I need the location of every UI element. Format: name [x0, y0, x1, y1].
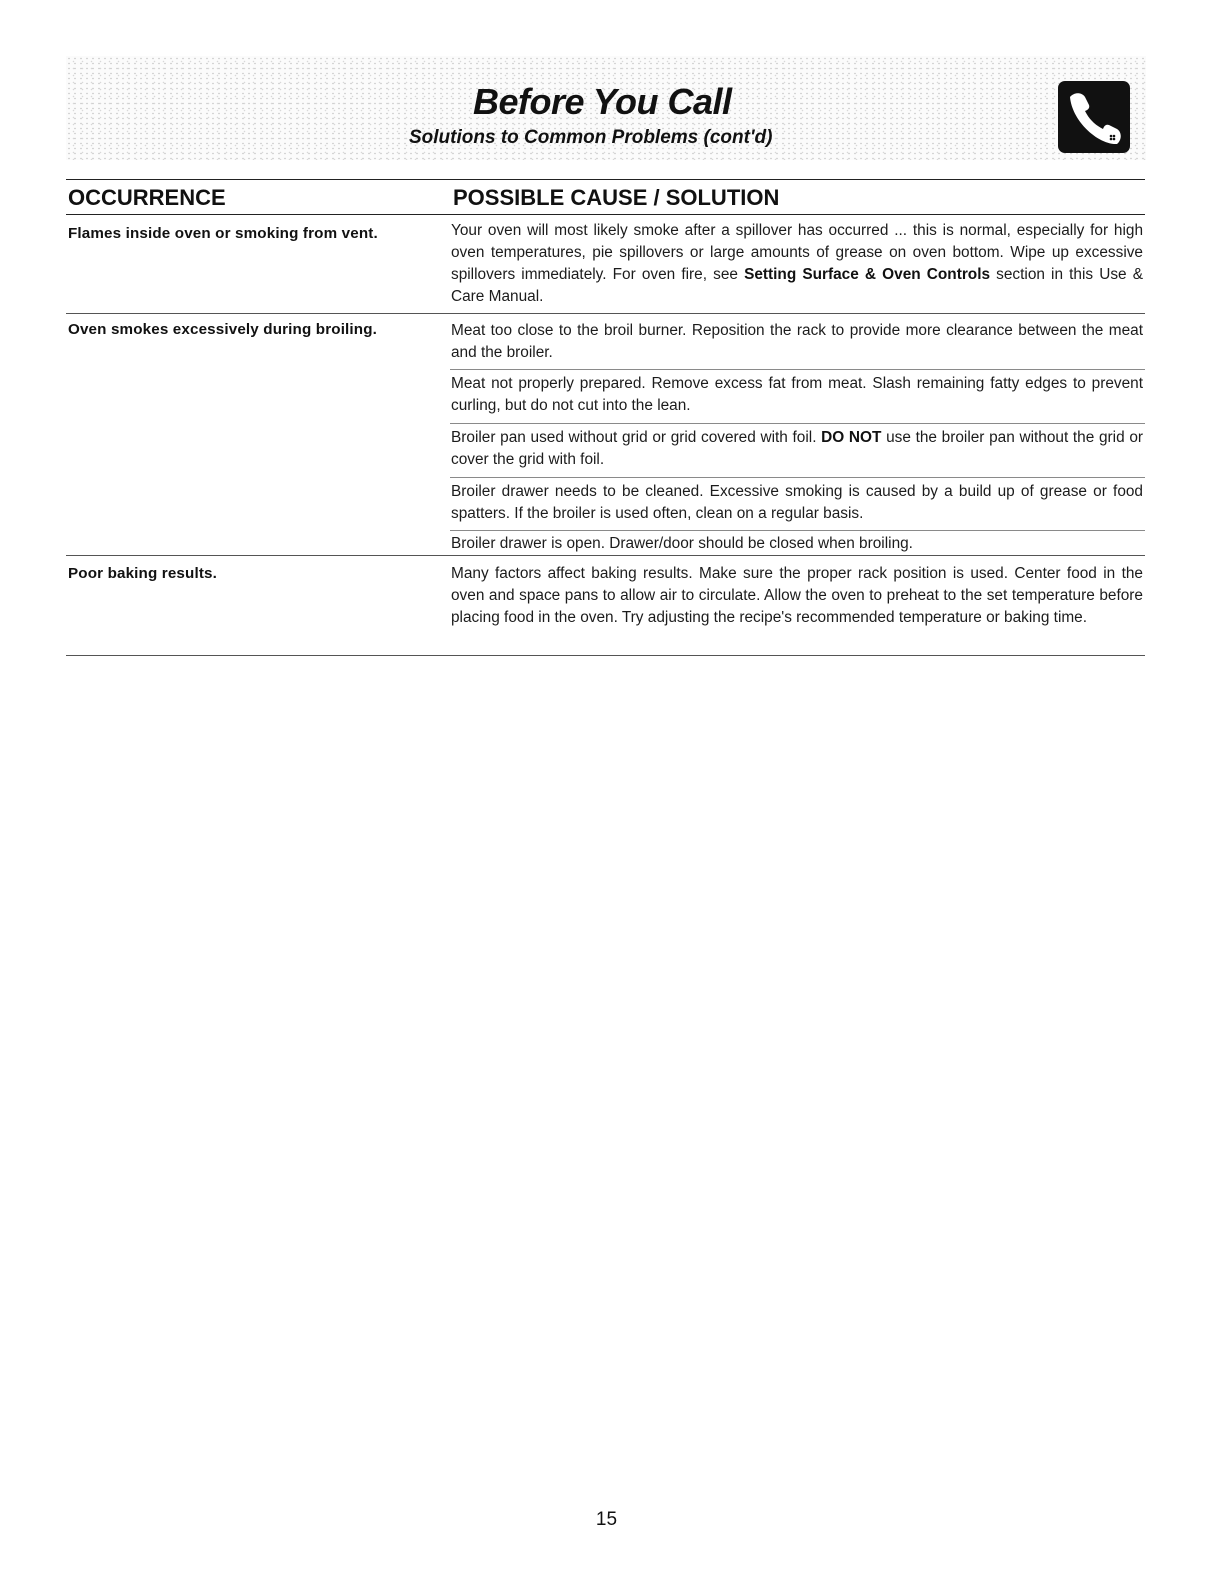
occurrence-smokes-broiling: Oven smokes excessively during broiling. [68, 321, 378, 338]
column-header-occurrence: OCCURRENCE [68, 185, 226, 210]
sub-rule [450, 530, 1145, 531]
solution-drawer-open: Broiler drawer is open. Drawer/door should be closed when broiling. [451, 535, 913, 552]
occurrence-poor-baking: Poor baking results. [68, 565, 218, 582]
occurrence-flames: Flames inside oven or smoking from vent. [68, 225, 378, 242]
table-bottom-rule [66, 655, 1145, 656]
solution-meat-prepared: Meat not properly prepared. Remove excess fat from meat. Slash remaining fatty edges to prevent curling, but do not cut into the lean. [451, 375, 1143, 414]
solution-drawer-cleaned: Broiler drawer needs to be cleaned. Excessive smoking is caused by a build up of grease or food spatters. If the broiler is used often, clean on a regular basis. [451, 483, 1143, 522]
solution-baking: Many factors affect baking results. Make sure the proper rack position is used. Center food in the oven and space pans to allow air to circulate. Allow the oven to preheat to the set temperature before placing food in the oven. Try adjusting the recipe's recommended temperature or baking time. [451, 565, 1143, 626]
page-title: Before You Call [473, 81, 732, 122]
sub-rule [450, 369, 1145, 370]
solution-flames: Your oven will most likely smoke after a spillover has occurred ... this is normal, especially for high oven temperatures, pie spillovers or large amounts of grease on oven bottom. Wipe up excessive spillovers immediately. For oven fire, see Setting Surface & Oven Controls section in this Use & Care Manual. [451, 222, 1143, 305]
header-rule [66, 214, 1145, 215]
page-number: 15 [595, 1509, 618, 1530]
sub-rule [450, 423, 1145, 424]
page-subtitle: Solutions to Common Problems (cont'd) [409, 127, 773, 148]
column-header-solution: POSSIBLE CAUSE / SOLUTION [453, 185, 780, 210]
row-rule [66, 555, 1145, 556]
solution-broil-burner: Meat too close to the broil burner. Reposition the rack to provide more clearance between the meat and the broiler. [451, 322, 1143, 361]
row-rule [66, 313, 1145, 314]
solution-broiler-pan: Broiler pan used without grid or grid covered with foil. DO NOT use the broiler pan without the grid or cover the grid with foil. [451, 429, 1144, 468]
sub-rule [450, 477, 1145, 478]
table-top-rule [66, 179, 1145, 180]
phone-icon [1058, 81, 1130, 153]
